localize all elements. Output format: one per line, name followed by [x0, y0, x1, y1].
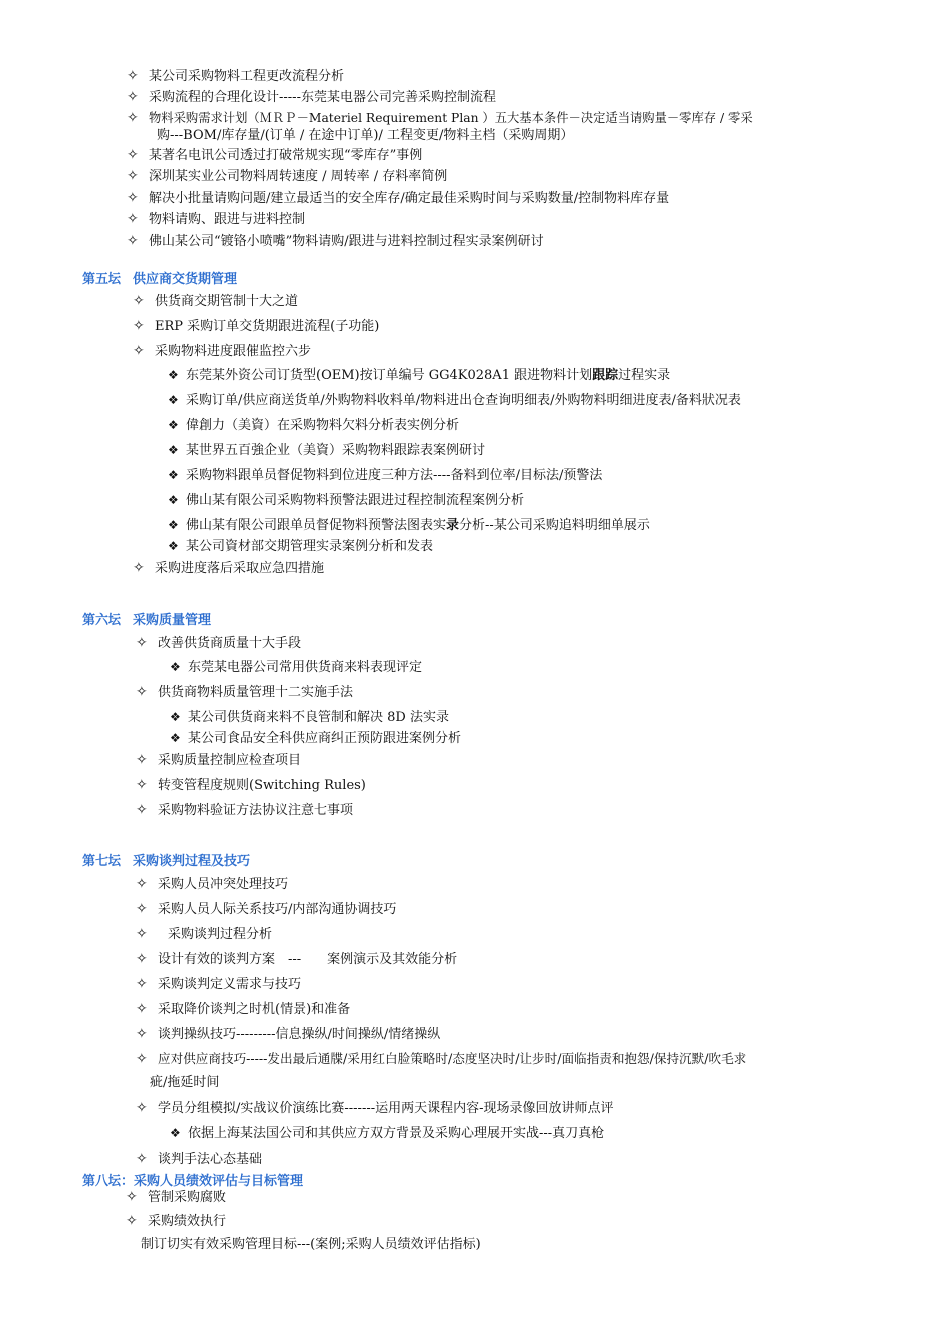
section-number: 第六坛	[82, 613, 122, 628]
star-icon: ✧	[136, 777, 148, 793]
star-icon: ✧	[127, 233, 139, 249]
list-item-text: 采购谈判过程分析	[168, 927, 273, 942]
list-item	[136, 1099, 614, 1118]
list-item-text: 采购人员人际关系技巧/内部沟通协调技巧	[158, 902, 397, 917]
diamond-icon: ❖	[170, 660, 181, 674]
star-icon: ✧	[127, 89, 139, 105]
diamond-icon: ❖	[168, 468, 179, 482]
diamond-icon: ❖	[168, 518, 179, 532]
diamond-icon: ❖	[168, 493, 179, 507]
section-number: 第五坛	[82, 272, 122, 287]
list-item	[136, 1025, 440, 1044]
sub-list-item	[168, 537, 433, 556]
sub-list-item	[170, 1124, 604, 1143]
list-item	[133, 342, 311, 361]
list-item	[136, 683, 353, 702]
star-icon: ✧	[136, 1026, 148, 1042]
star-icon: ✧	[127, 190, 139, 206]
list-item-text: 采购进度落后采取应急四措施	[155, 561, 325, 576]
list-item	[136, 634, 301, 653]
star-icon: ✧	[133, 343, 145, 359]
list-item	[126, 1212, 226, 1231]
sub-list-item	[170, 658, 422, 677]
list-item-text: 某公司采购物料工程更改流程分析	[149, 69, 345, 84]
sub-list-item	[168, 391, 741, 410]
sub-list-item	[168, 416, 459, 435]
diamond-icon: ❖	[170, 1126, 181, 1140]
diamond-icon: ❖	[168, 418, 179, 432]
section-title: 采购质量管理	[133, 613, 212, 628]
list-item	[136, 1150, 262, 1169]
list-item	[136, 875, 288, 894]
list-item	[136, 1000, 350, 1019]
star-icon: ✧	[136, 752, 148, 768]
list-item-text: 供货商交期管制十大之道	[155, 294, 299, 309]
sub-list-item	[168, 366, 670, 385]
star-icon: ✧	[136, 635, 148, 651]
sub-list-item-text: 分析--某公司采购追料明细单展示	[459, 518, 650, 533]
diamond-icon: ❖	[168, 368, 179, 382]
star-icon: ✧	[126, 1189, 138, 1205]
list-item-text: 采购流程的合理化设计-----东莞某电器公司完善采购控制流程	[149, 90, 496, 105]
sub-list-item-text: 采购订单/供应商送货单/外购物料收料单/物料进出仓查询明细表/外购物料明细进度表/备料狀况表	[186, 393, 741, 408]
sub-list-item-text: 佛山某有限公司跟单员督促物料预警法图表实	[186, 518, 447, 533]
section-heading	[82, 850, 250, 869]
diamond-icon: ❖	[168, 393, 179, 407]
plain-paragraph: 制订切实有效采购管理目标---(案例;采购人员绩效评估指标)	[141, 1237, 481, 1252]
sub-list-item	[168, 441, 485, 460]
section-heading	[82, 268, 237, 287]
diamond-icon: ❖	[168, 443, 179, 457]
sub-list-item-text: 某公司食品安全科供应商纠正预防跟进案例分析	[188, 731, 462, 746]
list-item	[136, 950, 457, 969]
list-item	[136, 925, 272, 944]
list-item-text: 解决小批量请购问题/建立最适当的安全库存/确定最佳采购时间与采购数量/控制物料库存量	[149, 191, 670, 206]
sub-list-item-text: 过程实录	[618, 368, 671, 383]
section-heading	[82, 609, 211, 628]
list-item-text: 采取降价谈判之时机(情景)和准备	[158, 1002, 351, 1017]
list-item-text: 应对供应商技巧-----发出最后通牒/采用红白脸策略时/态度坚决时/让步时/面临指责和抱怨/保持沉默/吹毛求	[158, 1051, 747, 1066]
sub-list-item	[168, 466, 602, 485]
list-item-text: 采购绩效执行	[148, 1214, 227, 1229]
star-icon: ✧	[127, 147, 139, 163]
list-item	[127, 189, 669, 208]
star-icon: ✧	[136, 901, 148, 917]
list-item-text: 设计有效的谈判方案 --- 案例演示及其效能分析	[158, 952, 458, 967]
list-item-text: 改善供货商质量十大手段	[158, 636, 302, 651]
star-icon: ✧	[127, 110, 139, 126]
list-item	[136, 776, 366, 795]
star-icon: ✧	[136, 684, 148, 700]
star-icon: ✧	[136, 876, 148, 892]
section-number: 第七坛	[82, 854, 122, 869]
star-icon: ✧	[127, 68, 139, 84]
sub-list-item-text: 依据上海某法国公司和其供应方双方背景及采购心理展开实战---真刀真枪	[188, 1126, 605, 1141]
diamond-icon: ❖	[170, 731, 181, 745]
bold-text: 跟踪	[592, 368, 619, 383]
list-item	[127, 232, 544, 251]
list-item-text: 佛山某公司“镀铬小喷嘴”物料请购/跟进与进料控制过程实录案例研讨	[149, 234, 544, 249]
list-item	[136, 801, 353, 820]
sub-list-item-text: 采购物料跟单员督促物料到位进度三种方法----备料到位率/目标法/预警法	[186, 468, 603, 483]
section-title: 供应商交货期管理	[133, 272, 238, 287]
star-icon: ✧	[133, 560, 145, 576]
list-item-continuation: 疵/拖延时间	[150, 1075, 220, 1090]
list-item	[126, 1188, 226, 1207]
star-icon: ✧	[136, 1001, 148, 1017]
list-item-text: 深圳某实业公司物料周转速度 / 周转率 / 存料率简例	[149, 169, 448, 184]
star-icon: ✧	[136, 976, 148, 992]
sub-list-item-text: 东莞某电器公司常用供货商来料表现评定	[188, 660, 423, 675]
list-item	[133, 559, 324, 578]
list-item	[136, 751, 301, 770]
list-item	[136, 900, 396, 919]
sub-list-item-text: 某公司供货商来料不良管制和解决 8D 法实录	[188, 710, 449, 725]
list-item-text: 物料请购、跟进与进料控制	[149, 212, 306, 227]
list-item	[127, 167, 447, 186]
list-item-text: 管制采购腐败	[148, 1190, 227, 1205]
sub-list-item	[170, 708, 449, 727]
star-icon: ✧	[136, 1051, 148, 1067]
star-icon: ✧	[126, 1213, 138, 1229]
list-item-text: 采购人员冲突处理技巧	[158, 877, 289, 892]
sub-list-item	[168, 516, 650, 535]
list-item	[127, 109, 753, 128]
list-item-text: 学员分组模拟/实战议价演练比赛-------运用两天课程内容-现场录像回放讲师点评	[158, 1101, 614, 1116]
list-item	[133, 317, 379, 336]
list-item-text: 供货商物料质量管理十二实施手法	[158, 685, 354, 700]
list-item-text: 采购物料进度跟催监控六步	[155, 344, 312, 359]
star-icon: ✧	[133, 318, 145, 334]
list-item	[127, 146, 422, 165]
sub-list-item-text: 某公司資材部交期管理实录案例分析和发表	[186, 539, 434, 554]
star-icon: ✧	[136, 926, 148, 942]
sub-list-item	[170, 729, 461, 748]
list-item-text: 某著名电讯公司透过打破常规实现“零库存”事例	[149, 148, 423, 163]
list-item	[136, 1050, 746, 1069]
star-icon: ✧	[136, 1100, 148, 1116]
sub-list-item-text: 偉創力（美資）在采购物料欠料分析表实例分析	[186, 418, 460, 433]
star-icon: ✧	[127, 168, 139, 184]
list-item-text: 转变管程度规则(Switching Rules)	[158, 778, 366, 793]
list-item	[127, 210, 305, 229]
list-item-text: 采购质量控制应检查项目	[158, 753, 302, 768]
sub-list-item-text: 某世界五百強企业（美資）采购物料跟踪表案例研讨	[186, 443, 486, 458]
section-heading: 第八坛：采购人员绩效评估与目标管理	[82, 1174, 304, 1189]
star-icon: ✧	[136, 1151, 148, 1167]
list-item-text: 采购谈判定义需求与技巧	[158, 977, 302, 992]
list-item-text: 谈判操纵技巧---------信息操纵/时间操纵/情绪操纵	[158, 1027, 441, 1042]
star-icon: ✧	[127, 211, 139, 227]
list-item-text: 谈判手法心态基础	[158, 1152, 263, 1167]
list-item-continuation: 购---BOM/库存量/(订单 / 在途中订单)/ 工程变更/物料主档（采购周期）	[157, 128, 574, 143]
diamond-icon: ❖	[168, 539, 179, 553]
list-item	[127, 88, 496, 107]
diamond-icon: ❖	[170, 710, 181, 724]
star-icon: ✧	[133, 293, 145, 309]
sub-list-item-text: 东莞某外资公司订货型(OEM)按订单编号 GG4K028A1 跟进物料计划	[186, 368, 593, 383]
list-item-text: 物料采购需求计划（ＭＲＰ－Materiel Requirement Plan ）五大基本条件－决定适当请购量－零库存 / 零采	[149, 111, 753, 125]
section-title: 采购谈判过程及技巧	[133, 854, 251, 869]
star-icon: ✧	[136, 951, 148, 967]
star-icon: ✧	[136, 802, 148, 818]
list-item	[136, 975, 301, 994]
list-item	[133, 292, 298, 311]
list-item-text: 采购物料验证方法协议注意七事项	[158, 803, 354, 818]
sub-list-item	[168, 491, 524, 510]
list-item	[127, 67, 344, 86]
list-item-text: ERP 采购订单交货期跟进流程(子功能)	[155, 319, 380, 334]
bold-text: 录	[446, 518, 460, 533]
sub-list-item-text: 佛山某有限公司采购物料预警法跟进过程控制流程案例分析	[186, 493, 525, 508]
